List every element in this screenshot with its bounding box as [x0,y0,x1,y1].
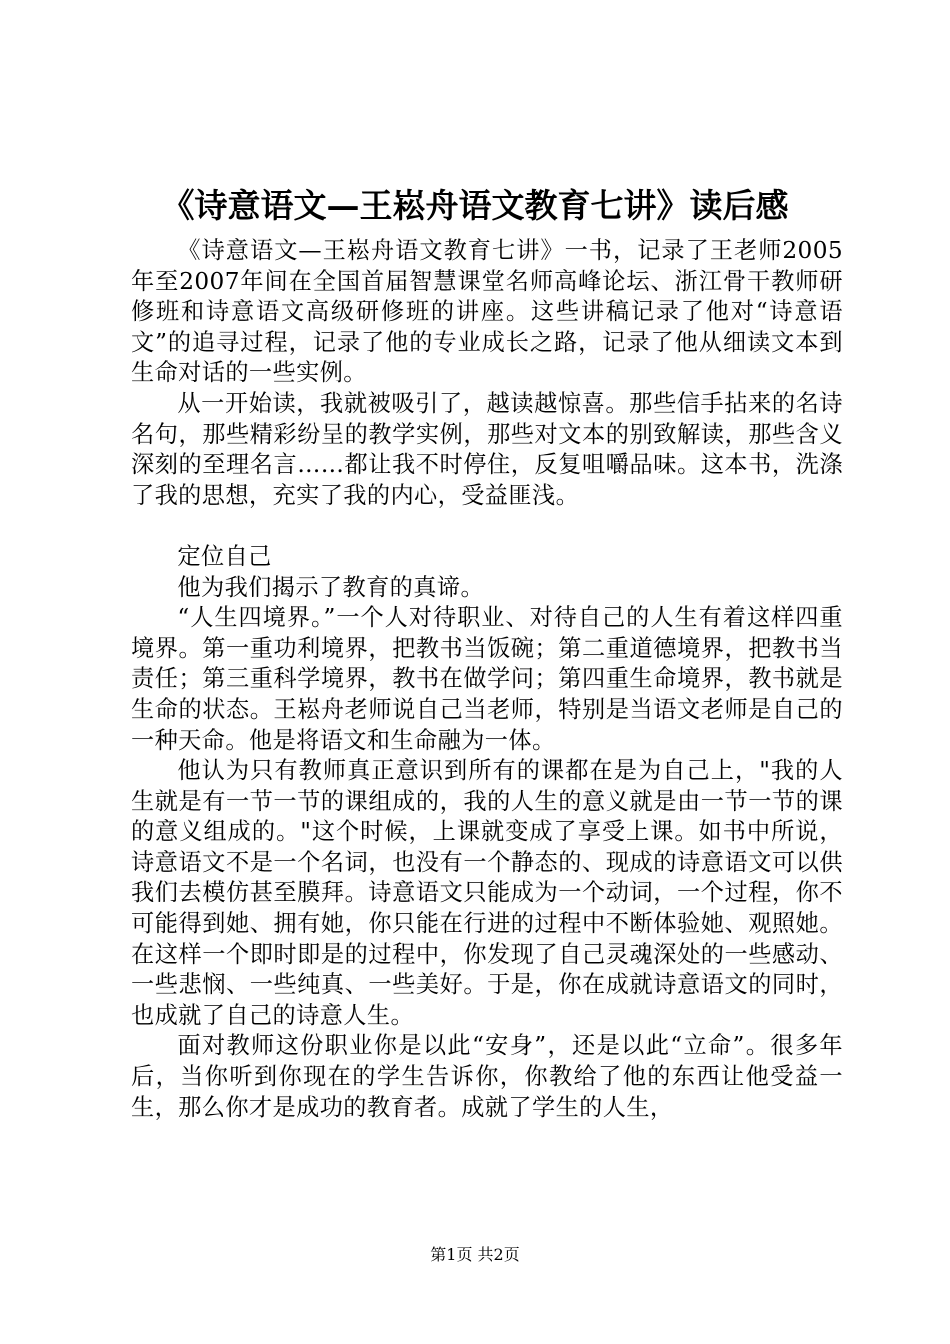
paragraph: “人生四境界。”一个人对待职业、对待自己的人生有着这样四重境界。第一重功利境界，把教书当饭碗；第二重道德境界，把教书当责任；第三重科学境界，教书在做学问；第四重生命境界，教书就是生命的状态。王崧舟老师说自己当老师，特别是当语文老师是自己的一种天命。他是将语文和生命融为一体。 [131,604,843,754]
document-body [131,236,843,1123]
paragraph: 面对教师这份职业你是以此“安身”，还是以此“立命”。很多年后，当你听到你现在的学生告诉你，你教给了他的东西让他受益一生，那么你才是成功的教育者。成就了学生的人生， [131,1032,843,1121]
paragraph: 他认为只有教师真正意识到所有的课都在是为自己上，"我的人生就是有一节一节的课组成的，我的人生的意义就是由一节一节的课的意义组成的。"这个时候，上课就变成了享受上课。如书中所说，诗意语文不是一个名词，也没有一个静态的、现成的诗意语文可以供我们去模仿甚至膜拜。诗意语文只能成为一个动词，一个过程，你不可能得到她、拥有她，你只能在行进的过程中不断体验她、观照她。在这样一个即时即是的过程中，你发现了自己灵魂深处的一些感动、一些悲悯、一些纯真、一些美好。于是，你在成就诗意语文的同时，也成就了自己的诗意人生。 [131,757,843,1029]
paragraph: 从一开始读，我就被吸引了，越读越惊喜。那些信手拈来的名诗名句，那些精彩纷呈的教学实例，那些对文本的别致解读，那些含义深刻的至理名言……都让我不时停住，反复咀嚼品味。这本书，洗涤了我的思想，充实了我的内心，受益匪浅。 [131,389,843,509]
section-heading: 定位自己 [177,542,272,570]
document-title: 《诗意语文—王崧舟语文教育七讲》读后感 [161,186,789,225]
paragraph: 《诗意语文—王崧舟语文教育七讲》一书，记录了王老师2005年至2007年间在全国首届智慧课堂名师高峰论坛、浙江骨干教师研修班和诗意语文高级研修班的讲座。这些讲稿记录了他对“诗意语文”的追寻过程，记录了他的专业成长之路，记录了他从细读文本到生命对话的一些实例。 [131,237,843,387]
paragraph: 他为我们揭示了教育的真谛。 [177,573,485,601]
page-footer: 第1页 共2页 [430,1245,520,1264]
